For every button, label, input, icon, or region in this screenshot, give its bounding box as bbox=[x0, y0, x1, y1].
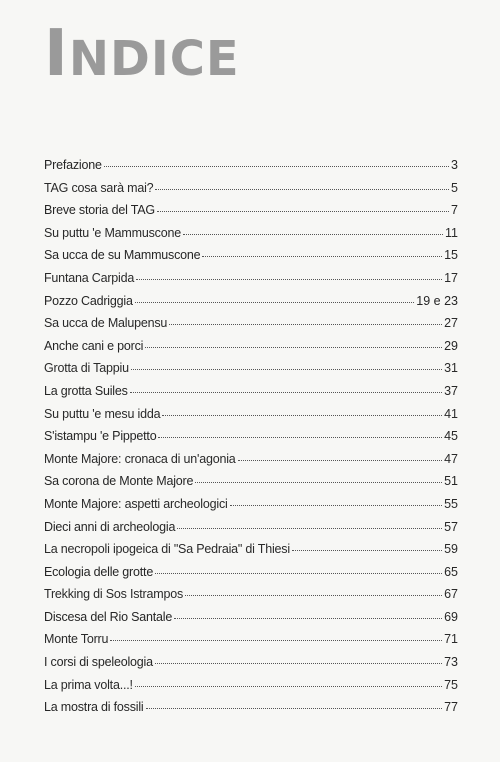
toc-entry-page-number: 71 bbox=[444, 632, 458, 647]
toc-entry-title: S'istampu 'e Pippetto bbox=[44, 429, 157, 444]
toc-entry-title: Funtana Carpida bbox=[44, 270, 135, 285]
toc-entry-title: La necropoli ipogeica di "Sa Pedraia" di Thiesi bbox=[44, 542, 290, 557]
dot-leader bbox=[195, 482, 442, 483]
dot-leader bbox=[135, 686, 442, 687]
toc-entry-title: La grotta Suiles bbox=[44, 383, 128, 398]
toc-entry-title: Breve storia del TAG bbox=[44, 203, 155, 218]
dot-leader bbox=[230, 505, 443, 506]
dot-leader bbox=[146, 708, 443, 709]
toc-entry-title: Su puttu 'e Mammuscone bbox=[44, 225, 181, 240]
toc-entry-page-number: 77 bbox=[444, 700, 458, 715]
dot-leader bbox=[136, 279, 442, 280]
page-title bbox=[44, 17, 240, 91]
toc-entry-page-number: 11 bbox=[445, 225, 458, 240]
toc-entry-page-number: 37 bbox=[444, 383, 458, 398]
toc-entry-page-number: 65 bbox=[444, 564, 458, 579]
dot-leader bbox=[104, 166, 449, 167]
toc-entry[interactable] bbox=[44, 226, 458, 249]
dot-leader bbox=[292, 550, 442, 551]
toc-entry-title: Ecologia delle grotte bbox=[44, 564, 154, 579]
toc-entry[interactable] bbox=[44, 181, 458, 204]
toc-entry[interactable] bbox=[44, 542, 458, 565]
dot-leader bbox=[174, 618, 442, 619]
toc-entry-title: Su puttu 'e mesu idda bbox=[44, 406, 161, 421]
page-title-rest: NDICE bbox=[68, 31, 240, 87]
toc-entry-title: Monte Majore: cronaca di un'agonia bbox=[44, 451, 236, 466]
toc-entry-page-number: 17 bbox=[444, 270, 458, 285]
toc-entry-page-number: 31 bbox=[444, 361, 458, 376]
dot-leader bbox=[162, 415, 442, 416]
table-of-contents bbox=[44, 158, 458, 723]
toc-entry-title: Discesa del Rio Santale bbox=[44, 609, 173, 624]
toc-entry-title: TAG cosa sarà mai? bbox=[44, 180, 154, 195]
toc-entry[interactable] bbox=[44, 520, 458, 543]
toc-entry-page-number: 75 bbox=[444, 677, 458, 692]
toc-entry[interactable] bbox=[44, 452, 458, 475]
toc-entry[interactable] bbox=[44, 610, 458, 633]
toc-entry-title: Dieci anni di archeologia bbox=[44, 519, 176, 534]
toc-entry-page-number: 47 bbox=[444, 451, 458, 466]
dot-leader bbox=[130, 392, 442, 393]
toc-entry[interactable] bbox=[44, 565, 458, 588]
toc-entry-page-number: 27 bbox=[444, 316, 458, 331]
toc-entry-page-number: 51 bbox=[444, 474, 458, 489]
toc-entry-page-number: 45 bbox=[444, 429, 458, 444]
dot-leader bbox=[131, 369, 442, 370]
dot-leader bbox=[238, 460, 443, 461]
dot-leader bbox=[155, 573, 442, 574]
toc-entry-title: Sa corona de Monte Majore bbox=[44, 474, 194, 489]
toc-entry-title: I corsi di speleologia bbox=[44, 655, 153, 670]
toc-entry-page-number: 29 bbox=[444, 338, 458, 353]
toc-entry-title: Pozzo Cadriggia bbox=[44, 293, 133, 308]
dot-leader bbox=[110, 640, 442, 641]
toc-entry-page-number: 57 bbox=[444, 519, 458, 534]
toc-entry[interactable] bbox=[44, 339, 458, 362]
toc-entry-title: Prefazione bbox=[44, 158, 102, 172]
toc-entry-page-number: 59 bbox=[444, 542, 458, 557]
toc-entry[interactable] bbox=[44, 361, 458, 384]
toc-entry-page-number: 41 bbox=[444, 406, 458, 421]
toc-entry[interactable] bbox=[44, 158, 458, 181]
dot-leader bbox=[135, 302, 415, 303]
page-title-initial: I bbox=[44, 17, 69, 91]
toc-entry[interactable] bbox=[44, 497, 458, 520]
toc-entry[interactable] bbox=[44, 271, 458, 294]
toc-entry[interactable] bbox=[44, 587, 458, 610]
toc-entry[interactable] bbox=[44, 632, 458, 655]
toc-entry[interactable] bbox=[44, 294, 458, 317]
toc-entry-page-number: 73 bbox=[444, 655, 458, 670]
toc-entry-title: Sa ucca de Malupensu bbox=[44, 316, 168, 331]
toc-entry-page-number: 19 e 23 bbox=[416, 293, 458, 308]
toc-entry[interactable] bbox=[44, 429, 458, 452]
toc-entry-title: Monte Majore: aspetti archeologici bbox=[44, 496, 228, 511]
toc-entry[interactable] bbox=[44, 203, 458, 226]
toc-entry-page-number: 15 bbox=[444, 248, 458, 263]
toc-entry-title: La prima volta...! bbox=[44, 677, 133, 692]
dot-leader bbox=[185, 595, 442, 596]
toc-entry-page-number: 7 bbox=[451, 203, 458, 218]
dot-leader bbox=[145, 347, 442, 348]
dot-leader bbox=[183, 234, 443, 235]
toc-entry[interactable] bbox=[44, 316, 458, 339]
dot-leader bbox=[177, 528, 442, 529]
toc-entry-title: Trekking di Sos Istrampos bbox=[44, 587, 184, 602]
toc-entry-title: Anche cani e porci bbox=[44, 338, 144, 353]
toc-entry[interactable] bbox=[44, 384, 458, 407]
toc-entry-title: Grotta di Tappiu bbox=[44, 361, 129, 376]
toc-entry[interactable] bbox=[44, 700, 458, 723]
toc-entry[interactable] bbox=[44, 407, 458, 430]
toc-entry-page-number: 3 bbox=[451, 158, 458, 172]
toc-entry[interactable] bbox=[44, 248, 458, 271]
toc-entry-page-number: 69 bbox=[444, 609, 458, 624]
toc-entry[interactable] bbox=[44, 655, 458, 678]
dot-leader bbox=[158, 437, 442, 438]
toc-entry-title: Sa ucca de su Mammuscone bbox=[44, 248, 201, 263]
dot-leader bbox=[169, 324, 442, 325]
toc-entry[interactable] bbox=[44, 474, 458, 497]
toc-entry-page-number: 67 bbox=[444, 587, 458, 602]
toc-entry-page-number: 55 bbox=[444, 496, 458, 511]
dot-leader bbox=[202, 256, 442, 257]
toc-entry[interactable] bbox=[44, 678, 458, 701]
toc-entry-page-number: 5 bbox=[451, 180, 458, 195]
toc-entry-title: Monte Torru bbox=[44, 632, 109, 647]
dot-leader bbox=[155, 663, 442, 664]
dot-leader bbox=[155, 189, 449, 190]
toc-entry-title: La mostra di fossili bbox=[44, 700, 144, 715]
dot-leader bbox=[157, 211, 449, 212]
